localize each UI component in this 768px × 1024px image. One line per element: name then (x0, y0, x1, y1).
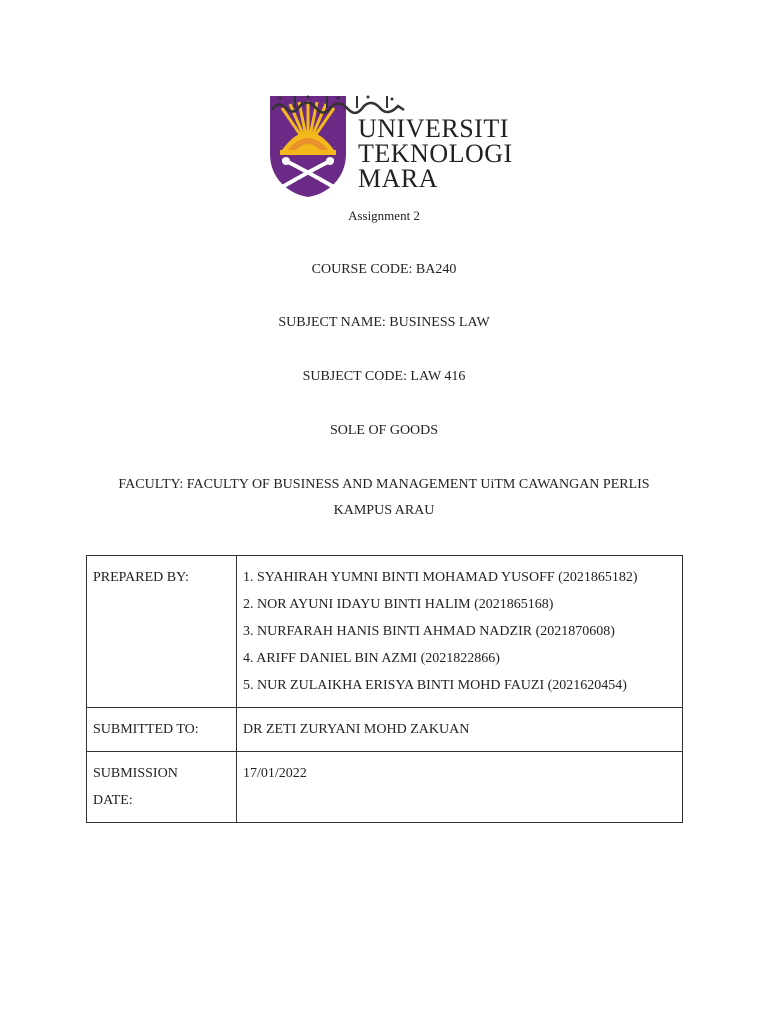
member-item: 1. SYAHIRAH YUMNI BINTI MOHAMAD YUSOFF (2021865182) (243, 570, 638, 585)
course-code: COURSE CODE: BA240 (311, 262, 457, 277)
prepared-row (87, 556, 683, 708)
submitted-row (87, 708, 683, 752)
faculty-line-2: KAMPUS ARAU (333, 503, 435, 518)
university-line-2: TEKNOLOGI (358, 139, 513, 168)
jawi-script-icon (268, 94, 408, 116)
members-list (237, 556, 683, 708)
member-item: 4. ARIFF DANIEL BIN AZMI (2021822866) (243, 651, 500, 666)
document-topic: SOLE OF GOODS (329, 423, 439, 438)
prepared-label: PREPARED BY: (87, 556, 237, 708)
subject-code: SUBJECT CODE: LAW 416 (302, 369, 466, 384)
date-label (87, 752, 237, 823)
assignment-title: Assignment 2 (348, 208, 420, 223)
member-item: 5. NUR ZULAIKHA ERISYA BINTI MOHD FAUZI (2021620454) (243, 678, 627, 693)
date-value: 17/01/2022 (237, 752, 683, 823)
submitted-value: DR ZETI ZURYANI MOHD ZAKUAN (237, 708, 683, 752)
member-item: 3. NURFARAH HANIS BINTI AHMAD NADZIR (2021870608) (243, 624, 615, 639)
date-row (87, 752, 683, 823)
date-label-line-1: SUBMISSION (93, 766, 178, 781)
submitted-label: SUBMITTED TO: (87, 708, 237, 752)
faculty-line-1: FACULTY: FACULTY OF BUSINESS AND MANAGEMENT UiTM CAWANGAN PERLIS (118, 477, 650, 492)
member-item: 2. NOR AYUNI IDAYU BINTI HALIM (2021865168) (243, 597, 554, 612)
subject-name: SUBJECT NAME: BUSINESS LAW (278, 315, 490, 330)
date-label-line-2: DATE: (93, 793, 133, 808)
university-line-1: UNIVERSITI (358, 114, 509, 143)
submission-info-table (86, 555, 683, 823)
uitm-logo (268, 94, 513, 198)
university-name (358, 116, 513, 191)
university-line-3: MARA (358, 164, 439, 193)
